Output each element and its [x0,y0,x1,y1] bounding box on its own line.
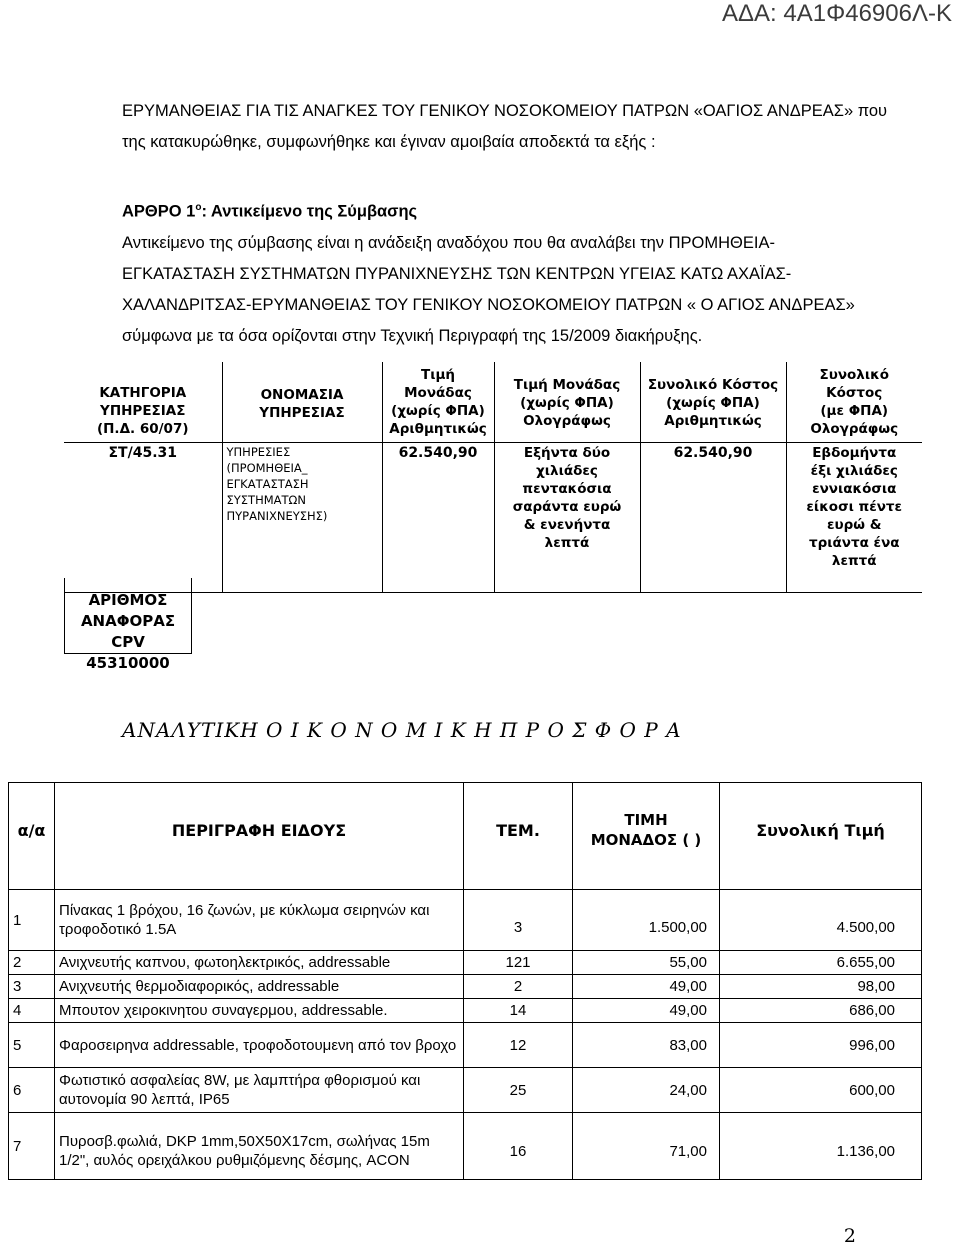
offer-table [8,782,922,1180]
unit-price-numeric: 62.540,90 [382,443,494,593]
header-unit-price: ΤΙΜΗ ΜΟΝΑΔΟΣ ( ) [573,783,720,878]
page-number: 2 [843,1225,856,1247]
intro-line: της κατακυρώθηκε, συμφωνήθηκε και έγιναν αμοιβαία αποδεκτά τα εξής : [122,133,656,151]
table-row: 3 Ανιχνευτής θερμοδιαφορικός, addressable 2 49,00 98,00 [9,975,922,999]
service-table-row [64,443,922,593]
header-total-words: Συνολικό Κόστος (με ΦΠΑ) Ολογράφως [786,362,922,443]
header-name: ΟΝΟΜΑΣΙΑ ΥΠΗΡΕΣΙΑΣ [222,362,382,443]
header-description: ΠΕΡΙΓΡΑΦΗ ΕΙΔΟΥΣ [55,783,464,878]
intro-line: σύμφωνα με τα όσα ορίζονται στην Τεχνική Περιγραφή της 15/2009 διακήρυξης. [122,326,703,345]
table-row: 7 Πυροσβ.φωλιά, DKP 1mm,50X50X17cm, σωλήνας 15m 1/2", αυλός ορειχάλκου ρυθμιζόμενης δέσμης, ACON 16 71,00 1.136,00 [9,1113,922,1180]
total-words: Εβδομήντα έξι χιλιάδες εννιακόσια είκοσι πέντε ευρώ & τριάντα ένα λεπτά [786,443,922,593]
header-category: ΚΑΤΗΓΟΡΙΑ ΥΠΗΡΕΣΙΑΣ (Π.Δ. 60/07) [64,362,222,443]
service-table-header [64,362,922,443]
table-row: 1 Πίνακας 1 βρόχου, 16 ζωνών, με κύκλωμα σειρηνών και τροφοδοτικό 1.5Α 3 1.500,00 4.500,00 [9,890,922,951]
header-total: Συνολική Τιμή [720,783,922,878]
header-qty: ΤΕΜ. [464,783,573,878]
offer-title: ΑΝΑΛΥΤΙΚΗ Ο Ι Κ Ο Ν Ο Μ Ι Κ Η Π Ρ Ο Σ Φ Ο Ρ Α [122,718,682,742]
table-row: 6 Φωτιστικό ασφαλείας 8W, με λαμπτήρα φθορισμού και αυτονομία 90 λεπτά, ΙΡ65 25 24,00 600,00 [9,1068,922,1113]
intro-line: ΧΑΛΑΝΔΡΙΤΣΑΣ-ΕΡΥΜΑΝΘΕΙΑΣ ΤΟΥ ΓΕΝΙΚΟΥ ΝΟΣΟΚΟΜΕΙΟΥ ΠΑΤΡΩΝ « Ο ΑΓΙΟΣ ΑΝΔΡΕΑΣ» [122,295,855,314]
table-row: 5 Φαροσειρηνα addressable, τροφοδοτουμενη από τον βροχο 12 83,00 996,00 [9,1023,922,1068]
intro-line: Αντικείμενο της σύμβασης είναι η ανάδειξη αναδόχου που θα αναλάβει την ΠΡΟΜΗΘΕΙΑ- [122,233,775,252]
header-num: α/α [9,783,55,878]
unit-price-words: Εξήντα δύο χιλιάδες πεντακόσια σαράντα ευρώ & ενενήντα λεπτά [494,443,640,593]
ada-code: ΑΔΑ: 4Α1Φ46906Λ-Κ [721,0,952,27]
intro-text [122,96,922,352]
offer-table-header [9,783,922,878]
header-unit-price-words: Τιμή Μονάδας (χωρίς ΦΠΑ) Ολογράφως [494,362,640,443]
article-heading: ΑΡΘΡΟ $1^o$: Αντικείμενο της Σύμβασης [122,202,418,221]
service-category: ΣΤ/45.31 [64,443,222,593]
intro-line: ΕΓΚΑΤΑΣΤΑΣΗ ΣΥΣΤΗΜΑΤΩΝ ΠΥΡΑΝΙΧΝΕΥΣΗΣ ΤΩΝ ΚΕΝΤΡΩΝ ΥΓΕΙΑΣ ΚΑΤΩ ΑΧΑΪΑΣ- [122,264,792,283]
header-unit-price-numeric: Τιμή Μονάδας (χωρίς ΦΠΑ) Αριθμητικώς [382,362,494,443]
table-row: 4 Μπουτον χειροκινητου συναγερμου, addressable. 14 49,00 686,00 [9,999,922,1023]
service-name: ΥΠΗΡΕΣΙΕΣ (ΠΡΟΜΗΘΕΙΑ_ ΕΓΚΑΤΑΣΤΑΣΗ ΣΥΣΤΗΜΑΤΩΝ ΠΥΡΑΝΙΧΝΕΥΣΗΣ) [222,443,382,593]
intro-line: ΕΡΥΜΑΝΘΕΙΑΣ ΓΙΑ ΤΙΣ ΑΝΑΓΚΕΣ ΤΟΥ ΓΕΝΙΚΟΥ ΝΟΣΟΚΟΜΕΙΟΥ ΠΑΤΡΩΝ «ΟΑΓΙΟΣ ΑΝΔΡΕΑΣ» που [122,102,888,120]
total-numeric: 62.540,90 [640,443,786,593]
table-row: 2 Ανιχνευτής καπνου, φωτοηλεκτρικός, addressable 121 55,00 6.655,00 [9,951,922,975]
header-total-numeric: Συνολικό Κόστος (χωρίς ΦΠΑ) Αριθμητικώς [640,362,786,443]
service-table [64,362,922,593]
cpv-box: ΑΡΙΘΜΟΣ ΑΝΑΦΟΡΑΣ CPV 45310000 [64,578,192,654]
